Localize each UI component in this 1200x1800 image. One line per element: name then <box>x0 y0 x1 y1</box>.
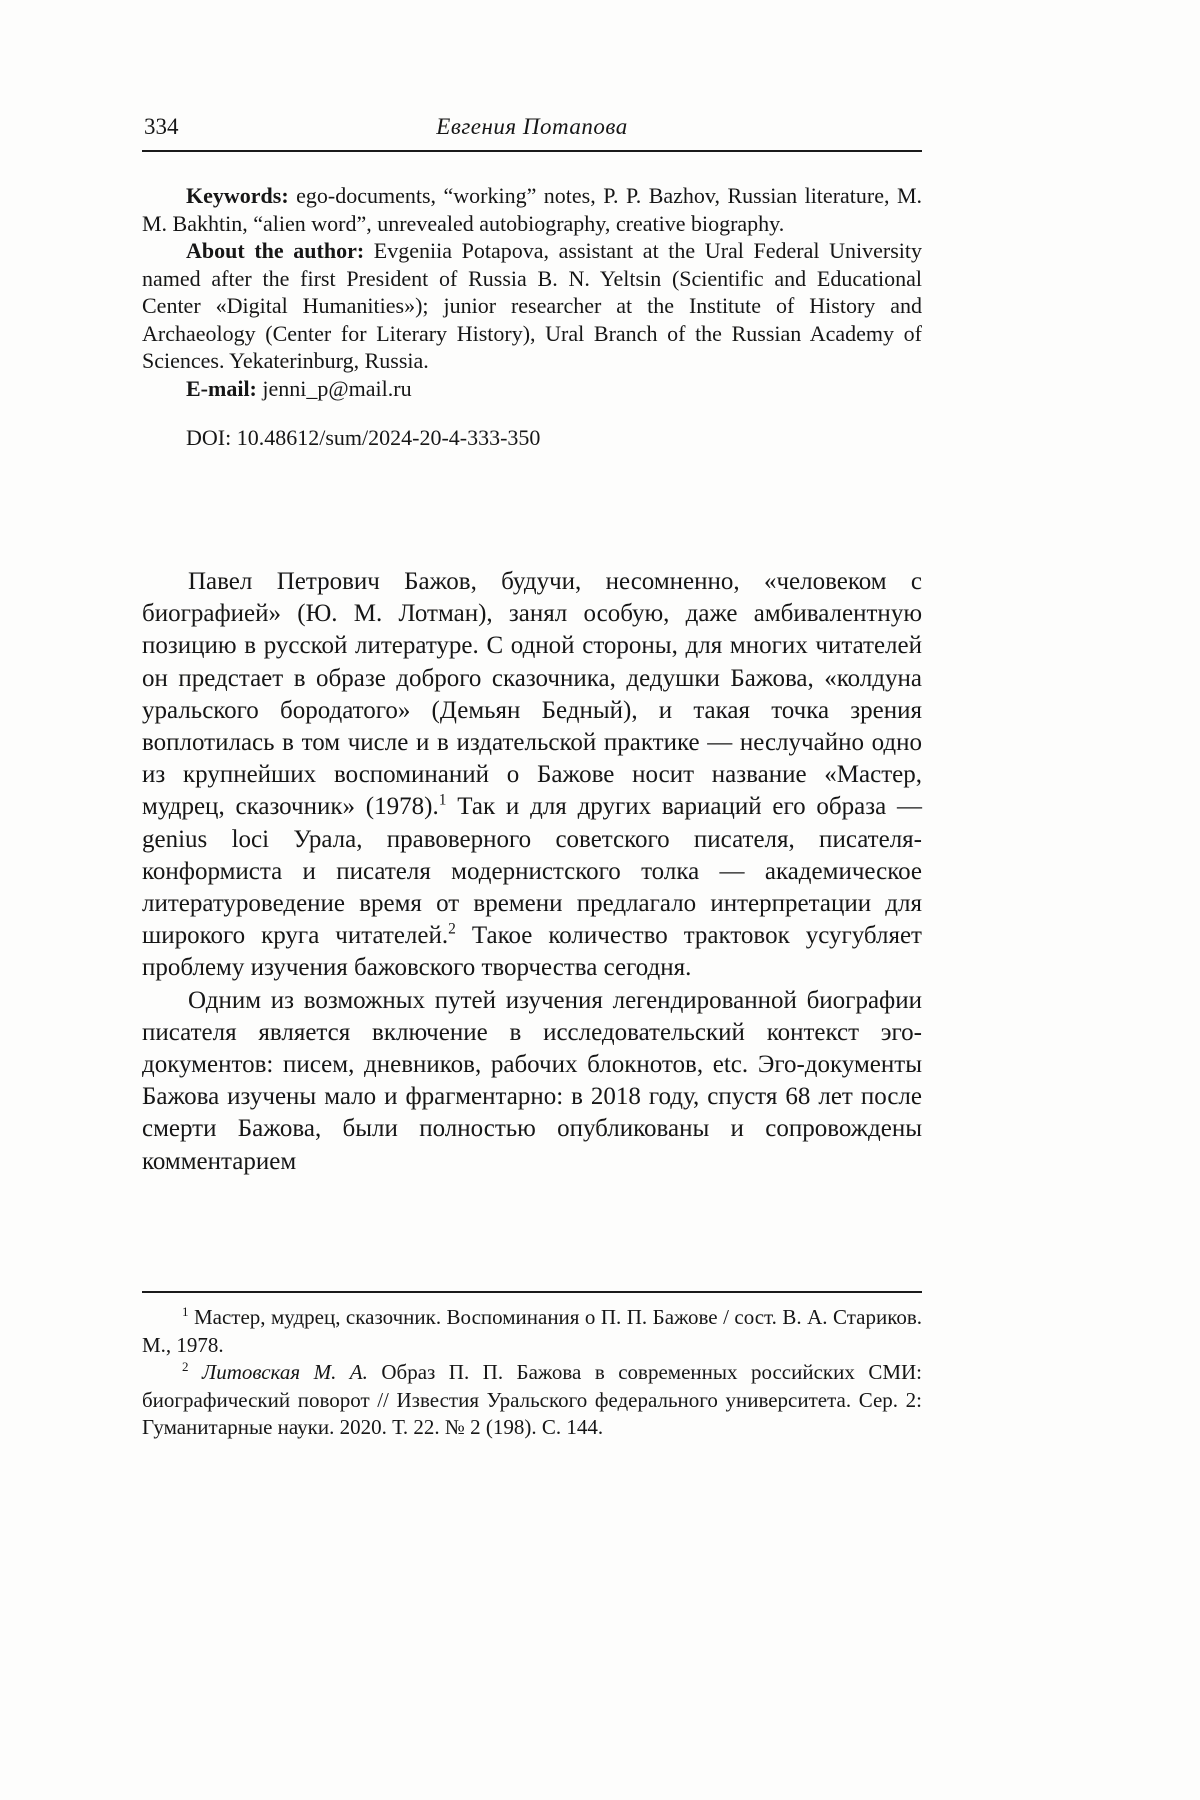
page-number: 334 <box>144 114 179 139</box>
keywords-paragraph <box>142 182 922 237</box>
about-author-label: About the author: <box>186 238 365 263</box>
body-paragraph-1 <box>142 566 922 985</box>
header-rule <box>142 150 922 152</box>
about-author-paragraph <box>142 237 922 375</box>
footnote-2-author: Литовская М. А. <box>202 1360 368 1384</box>
keywords-label: Keywords: <box>186 183 289 208</box>
footnote-2-text: Образ П. П. Бажова в современных российских СМИ: биографический поворот // Известия Уральского федерального университета. Сер. 2: Гуманитарные науки. 2020. Т. 22. № 2 (198). С. 144. <box>142 1360 923 1439</box>
email-paragraph <box>142 375 922 403</box>
footnote-1 <box>142 1304 922 1359</box>
footnote-reference-2: 2 <box>448 920 456 938</box>
footnote-1-text: Мастер, мудрец, сказочник. Воспоминания о П. П. Бажове / сост. В. А. Стариков. М., 1978. <box>142 1305 922 1357</box>
about-author-text: Evgeniia Potapova, assistant at the Ural Federal University named after the first President of Russia B. N. Yeltsin (Scientific and Educational Center «Digital Humanities»); junior researcher at the Institute of History and Archaeology (Center for Literary History), Ural Branch of the Russian Academy of Sciences. Yekaterinburg, Russia. <box>142 238 923 373</box>
body-paragraph-1-segment-1: Павел Петрович Бажов, будучи, несомненно, «человеком с биографией» (Ю. М. Лотман), занял особую, даже амбивалентную позицию в русской литературе. С одной стороны, для многих читателей он предстает в образе доброго сказочника, дедушки Бажова, «колдуна уральского бородатого» (Демьян Бедный), и такая точка зрения воплотилась в том числе и в издательской практике — неслучайно одно из крупнейших воспоминаний о Бажове носит название «Мастер, мудрец, сказочник» (1978). <box>142 568 922 821</box>
body-paragraph-1-segment-2: Так и для других вариаций его образа — genius loci Урала, правоверного советского писателя, писателя-конформиста и писателя модернистского толка — академическое литературоведение время от времени предлагало интерпретации для широкого круга читателей. <box>142 793 922 950</box>
footnote-1-marker: 1 <box>182 1304 189 1319</box>
front-matter <box>142 182 922 452</box>
body-paragraph-2: Одним из возможных путей изучения легендированной биографии писателя является включение в исследовательский контекст эго-документов: писем, дневников, рабочих блокнотов, etc. Эго-документы Бажова изучены мало и фрагментарно: в 2018 году, спустя 68 лет после смерти Бажова, были полностью опубликованы и сопровождены комментарием <box>142 986 922 1175</box>
keywords-text: ego-documents, “working” notes, P. P. Bazhov, Russian literature, M. M. Bakhtin, “alien word”, unrevealed autobiography, creative biography. <box>142 183 923 236</box>
email-value: jenni_p@mail.ru <box>262 375 412 401</box>
footnote-2 <box>142 1359 922 1442</box>
body-paragraph-1-segment-3: Такое количество трактовок усугубляет проблему изучения бажовского творчества сегодня. <box>142 922 922 982</box>
running-head: Евгения Потапова <box>436 114 628 139</box>
page-header <box>142 114 922 144</box>
footnotes <box>142 1304 922 1442</box>
article-body <box>142 566 922 1178</box>
email-label: E-mail: <box>186 375 257 401</box>
footnote-rule <box>142 1291 922 1293</box>
doi-line: DOI: 10.48612/sum/2024-20-4-333-350 <box>186 425 541 450</box>
footnote-2-marker: 2 <box>182 1359 189 1374</box>
footnote-reference-1: 1 <box>438 792 447 810</box>
